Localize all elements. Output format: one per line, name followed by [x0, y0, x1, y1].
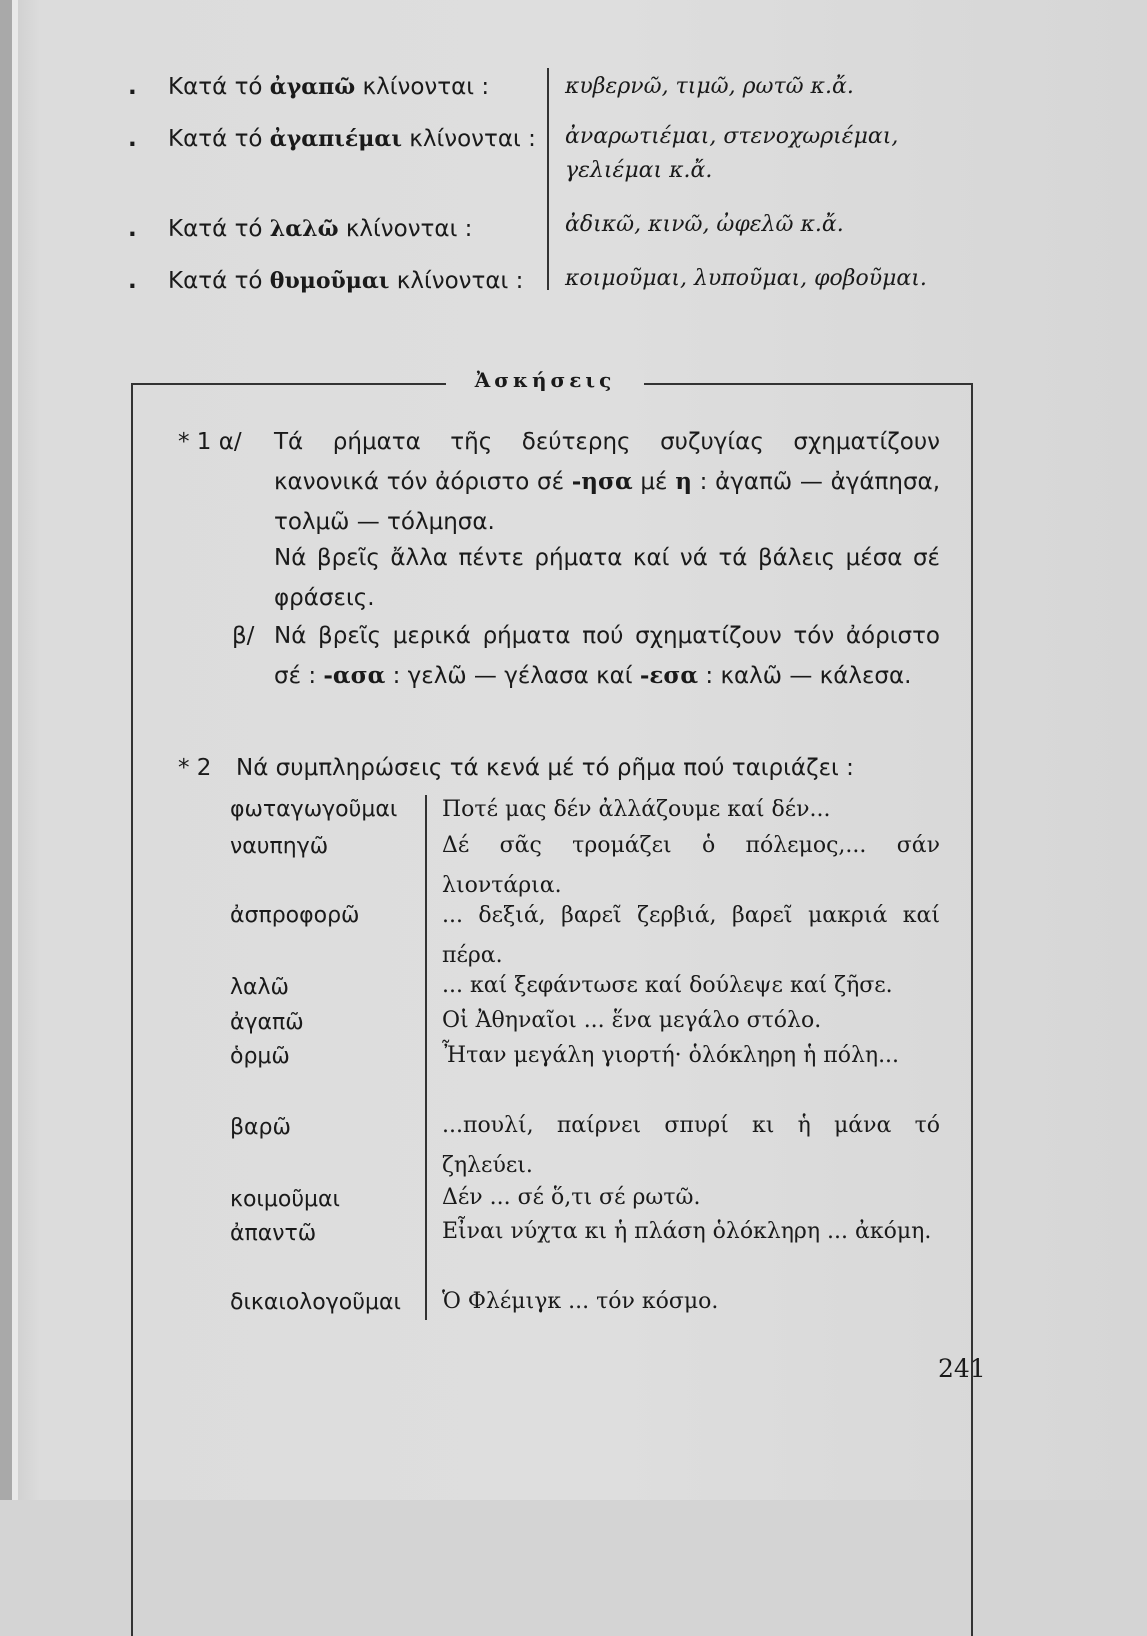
conj-suffix: κλίνονται : [345, 216, 473, 242]
exercise-2-instruction: Νά συμπληρώσεις τά κενά μέ τό ρῆμα πού ταιριάζει : [236, 755, 854, 781]
exercise-1b-text-2: : γελῶ — γέλασα καί [392, 663, 633, 689]
exercise-1a-text-2: μέ [640, 469, 668, 495]
conj-prefix: Κατά τό [168, 126, 263, 152]
verb-option: λαλῶ [230, 975, 289, 1000]
conj-model-verb: ἀγαπιέμαι [269, 126, 402, 152]
conj-row-4-left: . Κατά τό θυμοῦμαι κλίνονται : [128, 268, 524, 294]
conj-model-verb: ἀγαπῶ [269, 74, 356, 100]
conj-row-1-left: . Κατά τό ἀγαπῶ κλίνονται : [128, 74, 490, 100]
conj-suffix: κλίνονται : [409, 126, 536, 152]
verb-option: κοιμοῦμαι [230, 1187, 340, 1212]
conj-row-1-examples: κυβερνῶ, τιμῶ, ρωτῶ κ.ἄ. [565, 74, 854, 99]
conj-row-3-left: . Κατά τό λαλῶ κλίνονται : [128, 216, 473, 242]
exercise-1a-letter: η [675, 468, 692, 495]
fill-sentence: Ὁ Φλέμιγκ ... τόν κόσμο. [442, 1289, 719, 1314]
conj-row-4-examples: κοιμοῦμαι, λυποῦμαι, φοβοῦμαι. [565, 266, 927, 291]
verb-option: ἀσπροφορῶ [230, 903, 360, 928]
exercise-1b-suffix-1: -ασα [323, 662, 386, 689]
exercise-1b-text-3: : καλῶ — κάλεσα. [705, 663, 912, 689]
conj-row-3-examples: ἀδικῶ, κινῶ, ὠφελῶ κ.ἄ. [565, 212, 844, 237]
fill-sentence: Δέν ... σέ ὅ,τι σέ ρωτῶ. [442, 1185, 701, 1210]
exercises-title: Ἀσκήσεις [474, 368, 616, 392]
conj-row-2-examples: ἀναρωτιέμαι, στενοχωριέμαι, γελιέμαι κ.ἄ. [565, 124, 899, 183]
exercise-1-marker: * 1 α/ [178, 429, 242, 455]
fill-sentence: Οἱ Ἀθηναῖοι ... ἕνα μεγάλο στόλο. [442, 1008, 822, 1033]
verb-option: ἀγαπῶ [230, 1010, 304, 1035]
exercises-box-right-border [971, 383, 973, 1633]
conj-row-2-left: . Κατά τό ἀγαπιέμαι κλίνονται : [128, 126, 536, 152]
conj-model-verb: θυμοῦμαι [269, 268, 390, 294]
exercise-1b-suffix-2: -εσα [639, 662, 699, 689]
fill-sentence: ... δεξιά, βαρεῖ ζερβιά, βαρεῖ μακριά καί πέρα. [442, 903, 940, 968]
verb-option: φωταγωγοῦμαι [230, 797, 398, 822]
conj-suffix: κλίνονται : [396, 268, 524, 294]
verb-option: δικαιολογοῦμαι [230, 1290, 401, 1315]
conjugation-divider [547, 68, 549, 290]
verb-option: βαρῶ [230, 1115, 291, 1140]
fill-sentence: ... καί ξεφάντωσε καί δούλεψε καί ζῆσε. [442, 973, 893, 998]
fill-sentence: Ποτέ μας δέν ἀλλάζουμε καί δέν... [442, 797, 831, 822]
conj-prefix: Κατά τό [168, 216, 263, 242]
conj-prefix: Κατά τό [168, 268, 263, 294]
conjugation-table [0, 0, 1147, 320]
conj-model-verb: λαλῶ [269, 216, 339, 242]
exercise-1b-text [274, 616, 940, 696]
fill-in-divider [425, 795, 427, 1320]
exercise-1a-text-1: Τά ρήματα τῆς δεύτερης συζυγίας σχηματίζουν κανονικά τόν ἀόριστο σέ [274, 429, 940, 495]
fill-sentence: Δέ σᾶς τρομάζει ὁ πόλεμος,... σάν λιοντάρια. [442, 833, 940, 898]
exercise-2-marker: * 2 [178, 755, 212, 781]
exercise-1b-marker: β/ [232, 623, 255, 649]
verb-option: ὁρμῶ [230, 1044, 290, 1069]
exercise-1b-text-1: Νά βρεῖς μερικά ρήματα πού σχηματίζουν τόν ἀόριστο σέ : [274, 623, 940, 689]
conj-prefix: Κατά τό [168, 74, 263, 100]
verb-option: ἀπαντῶ [230, 1221, 317, 1246]
fill-sentence: Εἶναι νύχτα κι ἡ πλάση ὁλόκληρη ... ἀκόμη. [442, 1219, 932, 1244]
conj-suffix: κλίνονται : [362, 74, 490, 100]
fill-sentence: Ἦταν μεγάλη γιορτή· ὁλόκληρη ἡ πόλη... [442, 1043, 900, 1068]
exercise-1a-suffix: -ησα [571, 468, 633, 495]
exercise-1a-text [274, 422, 940, 542]
exercise-1a-task: Νά βρεῖς ἄλλα πέντε ρήματα καί νά τά βάλεις μέσα σέ φράσεις. [274, 545, 940, 611]
page-number: 241 [938, 1354, 986, 1383]
verb-option: ναυπηγῶ [230, 834, 329, 859]
exercise-1a-text-3: : ἀγαπῶ — ἀγάπησα, τολμῶ — τόλμησα. [274, 469, 941, 535]
fill-sentence: ...πουλί, παίρνει σπυρί κι ἡ μάνα τό ζηλεύει. [442, 1113, 940, 1178]
